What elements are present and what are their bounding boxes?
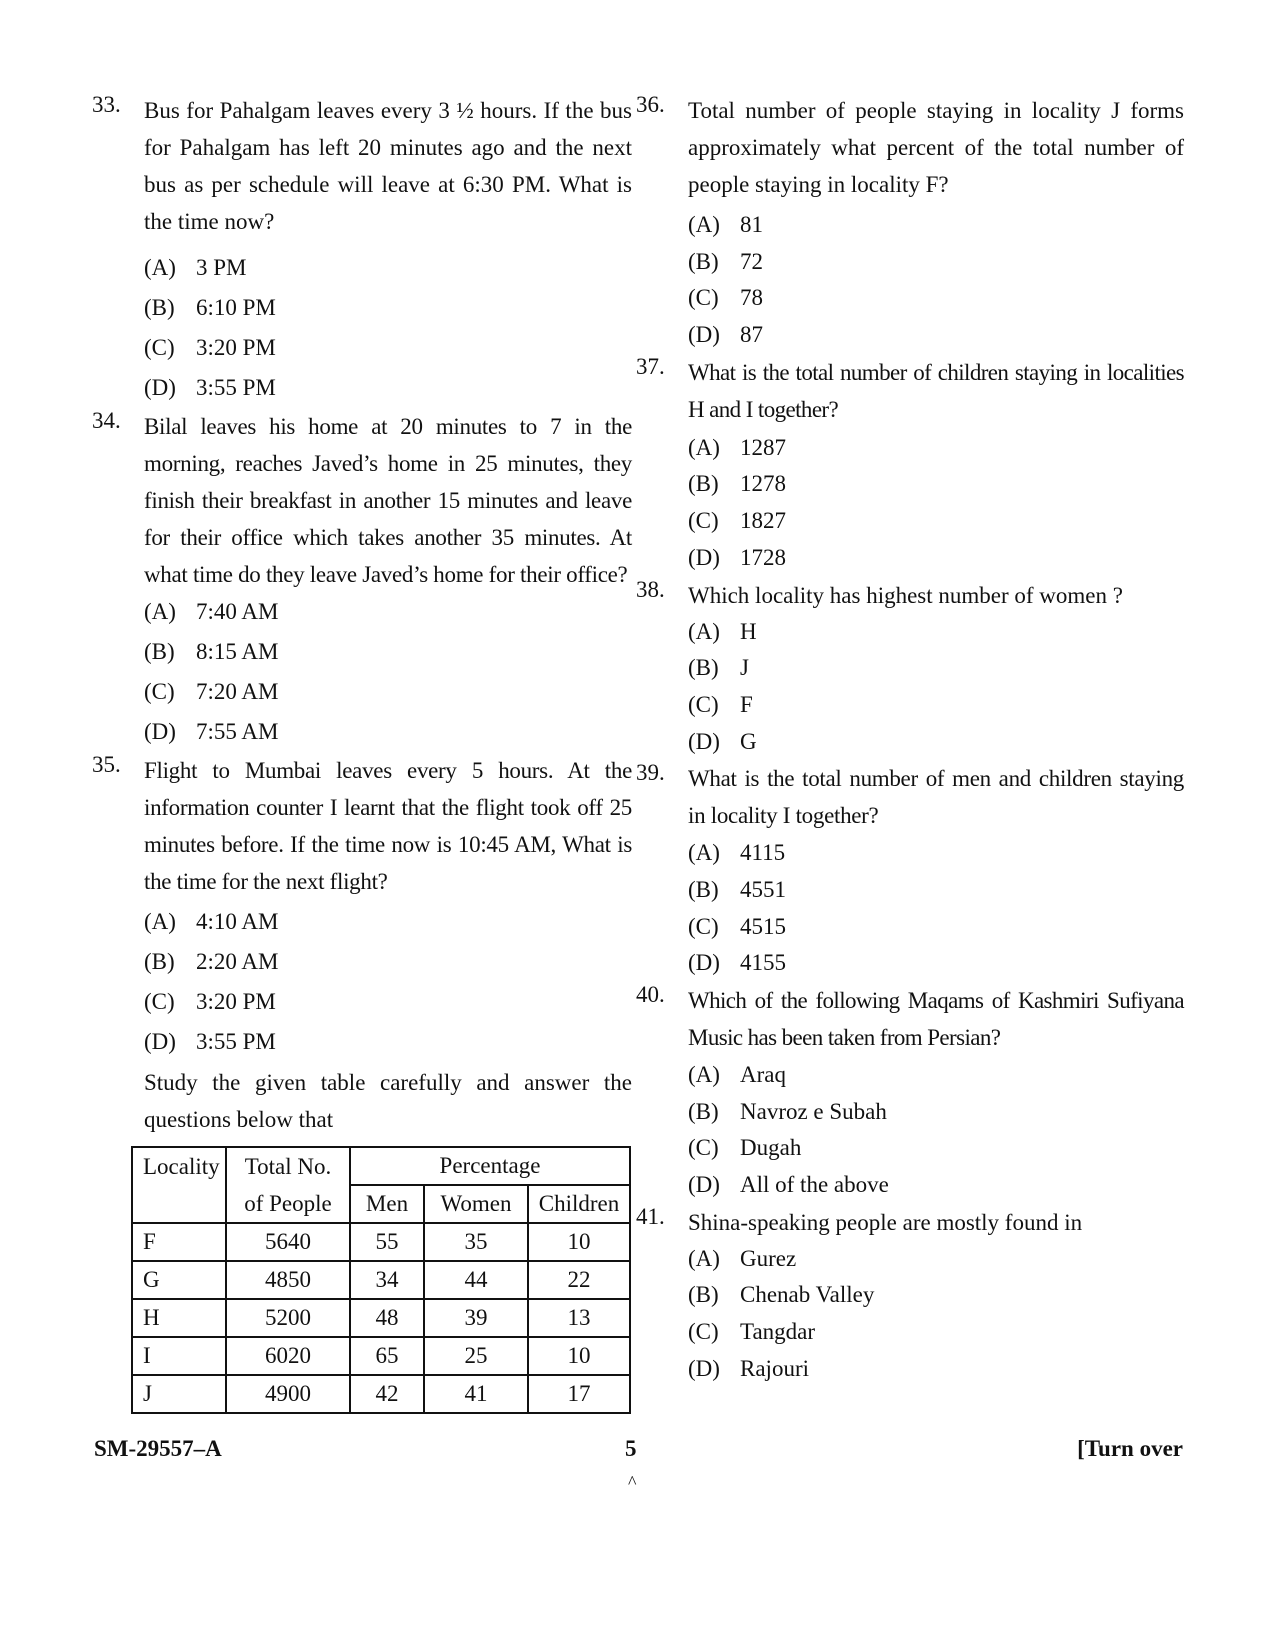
option [636, 909, 1184, 946]
option-text: Araq [740, 1062, 786, 1087]
option-text: H [740, 618, 757, 644]
option [92, 592, 632, 632]
question-37 [636, 354, 1184, 430]
option [636, 1241, 1184, 1278]
locality-table [131, 1146, 631, 1414]
table-row [132, 1299, 630, 1337]
cell-women: 44 [424, 1261, 528, 1299]
option [636, 835, 1184, 872]
table-row [132, 1337, 630, 1375]
option-text: 81 [740, 212, 763, 237]
table-header-row [132, 1147, 630, 1185]
question-35 [92, 752, 632, 902]
option-text: Chenab Valley [740, 1282, 875, 1308]
option [92, 902, 632, 942]
cell-women: 25 [424, 1337, 528, 1375]
option-text: 72 [740, 248, 763, 274]
header-total-2: of People [226, 1185, 350, 1223]
option [92, 982, 632, 1022]
question-number: 39. [636, 760, 665, 786]
option-letter: (A) [688, 1062, 720, 1087]
option-letter: (D) [688, 950, 720, 976]
option [92, 672, 632, 712]
option-letter: (B) [144, 295, 175, 320]
option [636, 430, 1184, 467]
option-text: J [740, 655, 749, 681]
option-text: Tangdar [740, 1319, 816, 1345]
cell-locality: F [132, 1223, 226, 1261]
option-text: 8:15 AM [196, 639, 279, 664]
option [92, 942, 632, 982]
option-letter: (C) [688, 285, 719, 311]
question-text: Flight to Mumbai leaves every 5 hours. At the information counter I learnt that the flight took off 25 minutes before. If the time now is 10:45 AM, What is the time for the next flight? [144, 758, 632, 894]
option-letter: (B) [688, 876, 719, 902]
table-row [132, 1223, 630, 1261]
cell-children: 10 [528, 1223, 630, 1261]
option [636, 1130, 1184, 1167]
option-text: Dugah [740, 1135, 802, 1161]
cell-children: 13 [528, 1299, 630, 1337]
header-spacer [132, 1185, 226, 1223]
option-text: F [740, 691, 753, 717]
question-34 [92, 408, 632, 592]
header-percentage: Percentage [350, 1147, 630, 1185]
option-letter: (D) [144, 719, 176, 744]
option [636, 466, 1184, 503]
question-text: Total number of people staying in locality J forms approximately what percent of the total number of people staying in locality F? [688, 98, 1184, 197]
option-letter: (C) [688, 508, 719, 534]
option-text: 3 PM [196, 255, 247, 280]
option-letter: (A) [144, 255, 176, 280]
header-locality: Locality [132, 1147, 226, 1185]
option [92, 328, 632, 368]
option [636, 1057, 1184, 1094]
option-letter: (C) [144, 989, 175, 1014]
question-41 [636, 1204, 1184, 1241]
option-text: 4515 [740, 913, 786, 939]
cell-women: 35 [424, 1223, 528, 1261]
option-letter: (A) [688, 840, 720, 866]
question-text: Bilal leaves his home at 20 minutes to 7 in the morning, reaches Javed’s home in 25 minutes, they finish their breakfast in another 15 minutes and leave for their office which takes another 35 minutes. At what time do they leave Javed’s home for their office? [144, 414, 632, 587]
option [636, 503, 1184, 540]
option-text: 7:55 AM [196, 719, 279, 744]
option-letter: (D) [688, 1355, 720, 1381]
option [92, 632, 632, 672]
right-column [636, 92, 1184, 1388]
question-number: 40. [636, 982, 665, 1007]
option [636, 1167, 1184, 1204]
option [92, 712, 632, 752]
table-header-row [132, 1185, 630, 1223]
cell-children: 10 [528, 1337, 630, 1375]
option-text: 4:10 AM [196, 909, 279, 934]
option-text: 7:20 AM [196, 679, 279, 704]
option [636, 280, 1184, 317]
question-33 [92, 92, 632, 248]
question-38 [636, 577, 1184, 614]
page-number: 5 [625, 1436, 637, 1461]
cell-locality: J [132, 1375, 226, 1413]
option-text: Navroz e Subah [740, 1098, 887, 1124]
option-letter: (D) [144, 1029, 176, 1054]
option-letter: (D) [688, 1172, 720, 1198]
option-letter: (C) [688, 1135, 719, 1161]
option-text: 3:55 PM [196, 375, 276, 400]
option [636, 1314, 1184, 1351]
cell-men: 48 [350, 1299, 424, 1337]
cell-men: 34 [350, 1261, 424, 1299]
cell-women: 39 [424, 1299, 528, 1337]
option [636, 1351, 1184, 1388]
option-letter: (D) [688, 728, 720, 754]
cell-men: 42 [350, 1375, 424, 1413]
option [636, 244, 1184, 281]
question-text: Which locality has highest number of women ? [688, 582, 1123, 608]
option-letter: (A) [688, 1245, 720, 1271]
option-letter: (B) [688, 1282, 719, 1308]
option [636, 317, 1184, 354]
option-letter: (B) [688, 248, 719, 274]
option-text: 2:20 AM [196, 949, 279, 974]
question-number: 38. [636, 576, 665, 602]
option [636, 1277, 1184, 1314]
question-number: 34. [92, 408, 121, 433]
option-letter: (B) [688, 471, 719, 497]
option-text: 3:55 PM [196, 1029, 276, 1054]
cell-children: 22 [528, 1261, 630, 1299]
table-intro: Study the given table carefully and answer the questions below that [144, 1070, 632, 1132]
option-text: 3:20 PM [196, 989, 276, 1014]
cell-children: 17 [528, 1375, 630, 1413]
question-number: 37. [636, 353, 665, 379]
option [636, 724, 1184, 761]
paper-code: SM-29557–A [94, 1436, 222, 1461]
option-letter: (B) [688, 655, 719, 681]
option-text: All of the above [740, 1172, 889, 1198]
option-text: 1287 [740, 434, 786, 460]
cell-total: 4850 [226, 1261, 350, 1299]
turn-over-label: [Turn over [1077, 1436, 1183, 1461]
header-children: Children [528, 1185, 630, 1223]
option [92, 288, 632, 328]
option [92, 248, 632, 288]
question-number: 33. [92, 92, 121, 117]
option-text: 3:20 PM [196, 335, 276, 360]
option [92, 1022, 632, 1062]
option-text: 4551 [740, 876, 786, 902]
option-letter: (C) [688, 1319, 719, 1345]
option-letter: (C) [144, 679, 175, 704]
table-row [132, 1375, 630, 1413]
option-text: 4115 [740, 840, 786, 866]
header-men: Men [350, 1185, 424, 1223]
option-text: 78 [740, 285, 763, 311]
cell-total: 5200 [226, 1299, 350, 1337]
option-letter: (A) [144, 599, 176, 624]
option [636, 687, 1184, 724]
table-row [132, 1261, 630, 1299]
option-letter: (C) [144, 335, 175, 360]
cell-men: 55 [350, 1223, 424, 1261]
cell-locality: H [132, 1299, 226, 1337]
option-letter: (D) [688, 322, 720, 348]
option-letter: (A) [688, 434, 720, 460]
option-letter: (B) [688, 1098, 719, 1124]
option-letter: (C) [688, 691, 719, 717]
option [636, 650, 1184, 687]
option-text: Rajouri [740, 1355, 809, 1381]
option-letter: (B) [144, 949, 175, 974]
cell-total: 5640 [226, 1223, 350, 1261]
option [636, 614, 1184, 651]
cell-men: 65 [350, 1337, 424, 1375]
option [636, 540, 1184, 577]
option-text: Gurez [740, 1245, 797, 1271]
option-text: 7:40 AM [196, 599, 279, 624]
question-text: Bus for Pahalgam leaves every 3 ½ hours. If the bus for Pahalgam has left 20 minutes ago and the next bus as per schedule will leave at 6:30 PM. What is the time now? [144, 98, 632, 234]
option [92, 368, 632, 408]
question-number: 41. [636, 1203, 665, 1229]
option-text: 6:10 PM [196, 295, 276, 320]
caret-mark: ^ [628, 1472, 637, 1492]
question-40 [636, 982, 1184, 1057]
cell-total: 4900 [226, 1375, 350, 1413]
header-total-1: Total No. [226, 1147, 350, 1185]
option [636, 1094, 1184, 1131]
question-36 [636, 92, 1184, 207]
option [636, 945, 1184, 982]
question-text: Shina-speaking people are mostly found in [688, 1209, 1083, 1235]
cell-locality: I [132, 1337, 226, 1375]
option [636, 872, 1184, 909]
option-text: 87 [740, 322, 763, 348]
option-letter: (C) [688, 913, 719, 939]
option-text: G [740, 728, 757, 754]
option-text: 1728 [740, 544, 786, 570]
option-text: 1827 [740, 508, 786, 534]
cell-women: 41 [424, 1375, 528, 1413]
question-text: What is the total number of children staying in localities H and I together? [688, 359, 1184, 422]
option-letter: (B) [144, 639, 175, 664]
question-number: 35. [92, 752, 121, 777]
option-letter: (A) [688, 618, 720, 644]
option-letter: (A) [144, 909, 176, 934]
option-letter: (A) [688, 212, 720, 237]
left-column [92, 92, 632, 1138]
option-letter: (D) [688, 544, 720, 570]
question-text: What is the total number of men and children staying in locality I together? [688, 766, 1184, 829]
question-number: 36. [636, 92, 665, 117]
option [636, 207, 1184, 244]
option-text: 4155 [740, 950, 786, 976]
option-text: 1278 [740, 471, 786, 497]
question-39 [636, 760, 1184, 835]
cell-total: 6020 [226, 1337, 350, 1375]
option-letter: (D) [144, 375, 176, 400]
header-women: Women [424, 1185, 528, 1223]
question-text: Which of the following Maqams of Kashmiri Sufiyana Music has been taken from Persian? [688, 988, 1184, 1050]
cell-locality: G [132, 1261, 226, 1299]
